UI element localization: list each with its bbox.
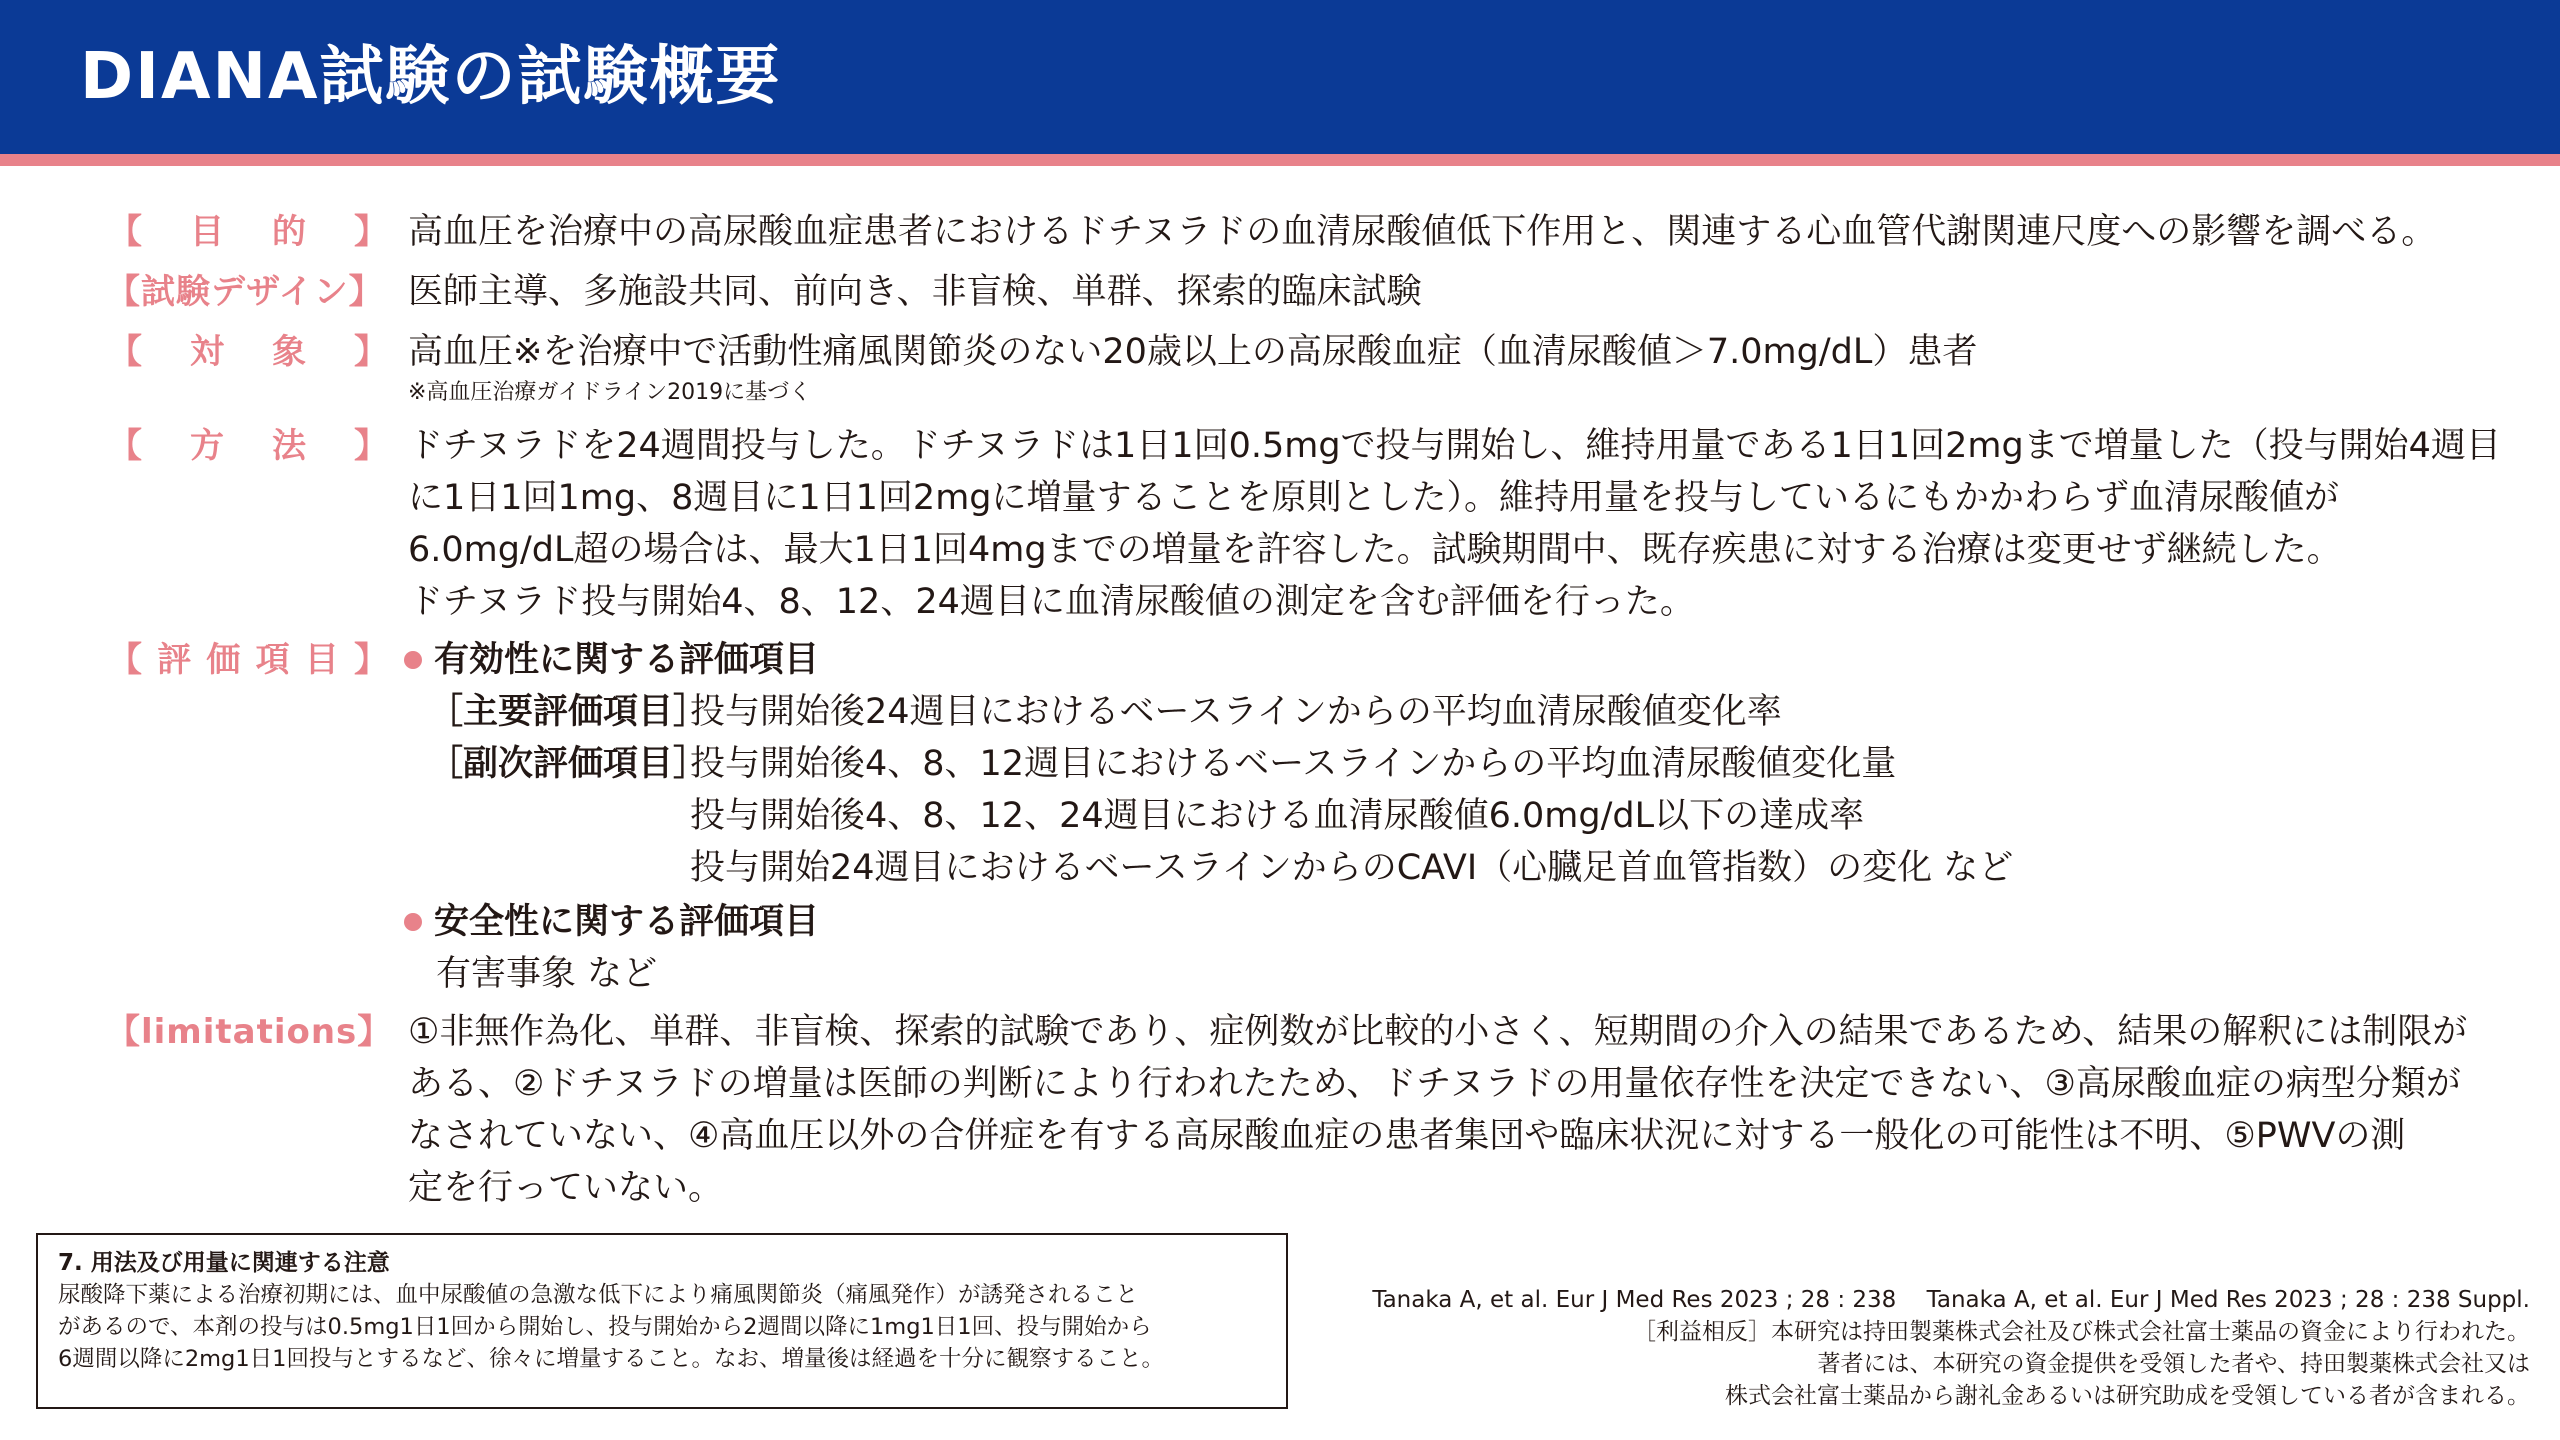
efficacy-heading: 有効性に関する評価項目	[404, 634, 819, 686]
limitations-line: ①非無作為化、単群、非盲検、探索的試験であり、症例数が比較的小さく、短期間の介入の結果であるため、結果の解釈には制限が	[408, 1012, 2468, 1052]
coi-line: 著者には、本研究の資金提供を受領した者や、持田製薬株式会社又は	[1817, 1351, 2530, 1377]
limitations-line: 定を行っていない。	[408, 1168, 724, 1208]
bullet-dot	[404, 913, 422, 931]
label-design: 【試験デザイン】	[106, 272, 384, 312]
references	[1372, 1284, 2530, 1412]
label-evaluation: 【 評 価 項 目 】	[108, 640, 388, 680]
coi-line: ［利益相反］本研究は持田製薬株式会社及び株式会社富士薬品の資金により行われた。	[1633, 1319, 2530, 1345]
caution-line: 6週間以降に2mg1日1回投与とするなど、徐々に増量すること。なお、増量後は経過を十分に観察すること。	[58, 1346, 1164, 1372]
citation: Tanaka A, et al. Eur J Med Res 2023 ; 28 : 238 Tanaka A, et al. Eur J Med Res 2023 ; 28 : 238 Suppl.	[1372, 1287, 2530, 1313]
secondary-endpoint-label: ［副次評価項目］	[428, 744, 709, 784]
coi-line: 株式会社富士薬品から謝礼金あるいは研究助成を受領している者が含まれる。	[1725, 1383, 2530, 1409]
label-purpose: 【 目 的 】	[108, 212, 388, 252]
secondary-endpoint-line: 投与開始後4、8、12週目におけるベースラインからの平均血清尿酸値変化量	[690, 744, 1897, 784]
method-line: 6.0mg/dL超の場合は、最大1日1回4mgまでの増量を許容した。試験期間中、既存疾患に対する治療は変更せず継続した。	[408, 530, 2342, 570]
subject-text: 高血圧※を治療中で活動性痛風関節炎のない20歳以上の高尿酸血症（血清尿酸値＞7.0mg/dL）患者	[408, 332, 1978, 372]
secondary-endpoint-line: 投与開始24週目におけるベースラインからのCAVI（心臓足首血管指数）の変化 など	[690, 848, 2014, 888]
purpose-text: 高血圧を治療中の高尿酸血症患者におけるドチヌラドの血清尿酸値低下作用と、関連する心血管代謝関連尺度への影響を調べる。	[408, 212, 2437, 252]
safety-heading: 安全性に関する評価項目	[404, 896, 819, 948]
title-bar-accent-stripe	[0, 154, 2560, 166]
primary-endpoint-text: 投与開始後24週目におけるベースラインからの平均血清尿酸値変化率	[690, 692, 1782, 732]
caution-line: があるので、本剤の投与は0.5mg1日1回から開始し、投与開始から2週間以降に1mg1日1回、投与開始から	[58, 1314, 1152, 1340]
design-text: 医師主導、多施設共同、前向き、非盲検、単群、探索的臨床試験	[408, 272, 1422, 312]
limitations-line: ある、②ドチヌラドの増量は医師の判断により行われたため、ドチヌラドの用量依存性を決定できない、③高尿酸血症の病型分類が	[408, 1064, 2461, 1104]
page-title: DIANA試験の試験概要	[80, 40, 782, 114]
dosage-caution-box	[36, 1233, 1288, 1409]
safety-text: 有害事象 など	[436, 954, 658, 994]
bullet-dot	[404, 651, 422, 669]
method-line: ドチヌラドを24週間投与した。ドチヌラドは1日1回0.5mgで投与開始し、維持用量である1日1回2mgまで増量した（投与開始4週目	[408, 426, 2501, 466]
method-line: に1日1回1mg、8週目に1日1回2mgに増量することを原則とした）。維持用量を投与しているにもかかわらず血清尿酸値が	[408, 478, 2340, 518]
method-line: ドチヌラド投与開始4、8、12、24週目に血清尿酸値の測定を含む評価を行った。	[408, 582, 1695, 622]
caution-line: 尿酸降下薬による治療初期には、血中尿酸値の急激な低下により痛風関節炎（痛風発作）が誘発されること	[58, 1282, 1139, 1308]
limitations-line: なされていない、④高血圧以外の合併症を有する高尿酸血症の患者集団や臨床状況に対する一般化の可能性は不明、⑤PWVの測	[408, 1116, 2406, 1156]
secondary-endpoint-line: 投与開始後4、8、12、24週目における血清尿酸値6.0mg/dL以下の達成率	[690, 796, 1865, 836]
label-method: 【 方 法 】	[108, 426, 388, 466]
caution-title: 7. 用法及び用量に関連する注意	[58, 1250, 390, 1276]
subject-footnote: ※高血圧治療ガイドライン2019に基づく	[408, 380, 812, 405]
label-subject: 【 対 象 】	[108, 332, 388, 372]
label-limitations: 【limitations】	[106, 1012, 393, 1052]
primary-endpoint-label: ［主要評価項目］	[428, 692, 709, 732]
